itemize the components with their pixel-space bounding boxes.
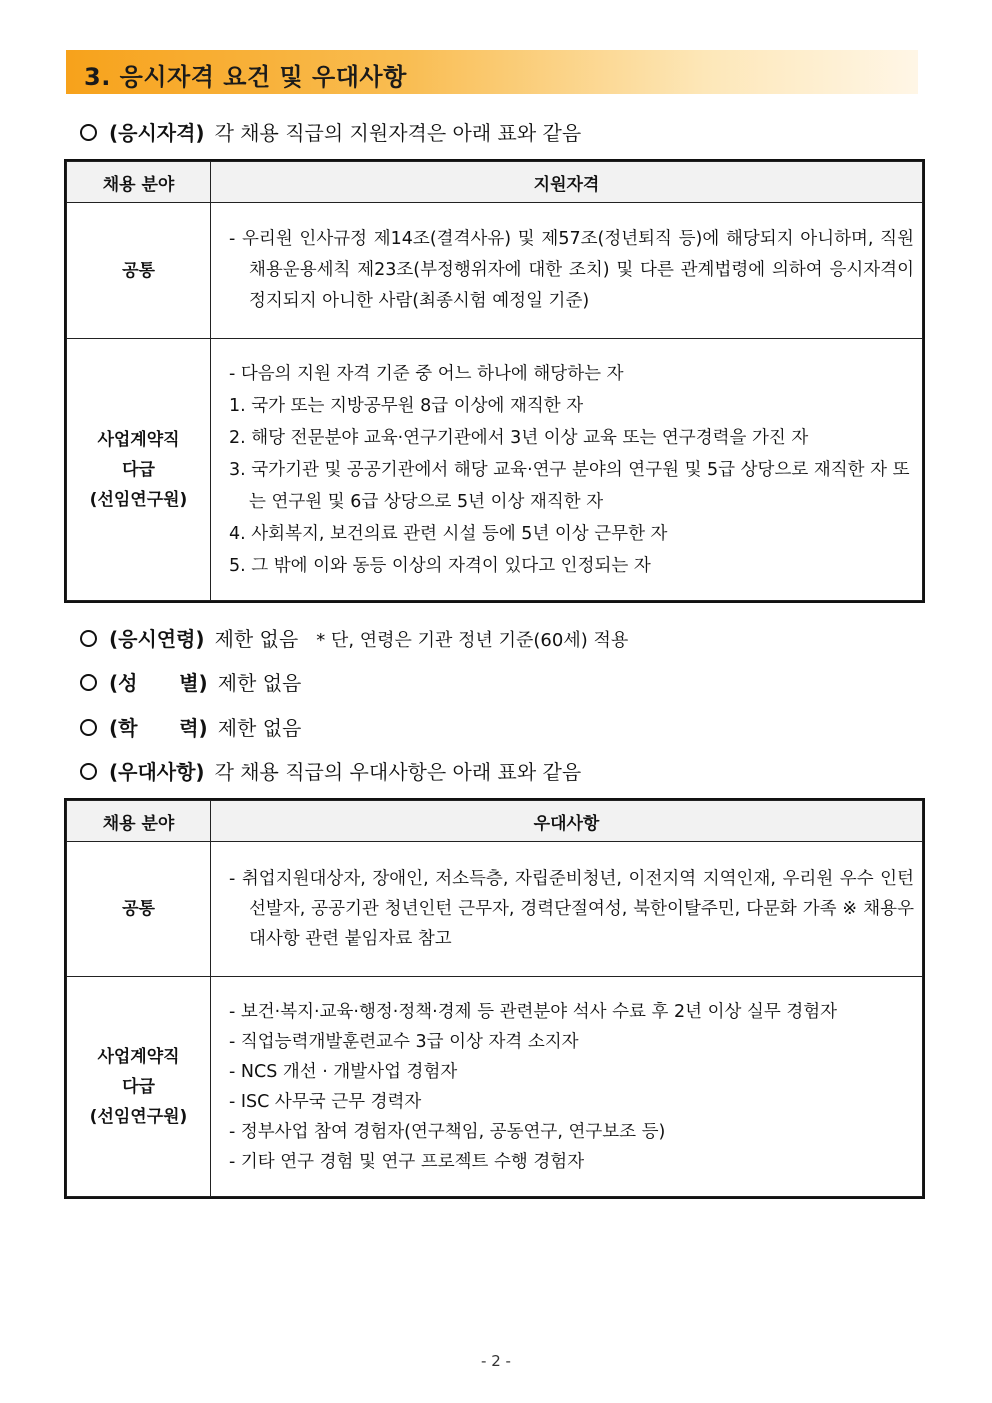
page-number: - 2 - xyxy=(481,1352,511,1370)
field-line: 사업계약직 xyxy=(97,429,180,450)
table-row xyxy=(67,203,923,339)
field-line: 다급 xyxy=(122,459,155,480)
eligibility-table xyxy=(66,161,923,601)
table-row xyxy=(67,339,923,601)
header-content: 지원자격 xyxy=(211,162,923,203)
content-cell xyxy=(211,842,923,977)
age-line xyxy=(80,623,628,652)
header-field: 채용 분야 xyxy=(67,801,211,842)
education-line xyxy=(80,712,301,741)
content-cell xyxy=(211,339,923,601)
content-cell xyxy=(211,203,923,339)
gender-label: (성 별) xyxy=(109,671,208,695)
preference-table xyxy=(66,800,923,1197)
header-content: 우대사항 xyxy=(211,801,923,842)
field-line: 다급 xyxy=(122,1076,155,1097)
content-line: 5. 그 밖에 이와 동등 이상의 자격이 있다고 인정되는 자 xyxy=(229,555,651,576)
field-cell: 공통 xyxy=(67,203,211,339)
age-text: 제한 없음 xyxy=(214,627,299,651)
content-line: - 정부사업 참여 경험자(연구책임, 공동연구, 연구보조 등) xyxy=(229,1121,666,1142)
table-row xyxy=(67,842,923,977)
section-header xyxy=(66,50,918,94)
field-line: 사업계약직 xyxy=(97,1046,180,1067)
circle-bullet-icon xyxy=(80,763,97,780)
content-line: - 우리원 인사규정 제14조(결격사유) 및 제57조(정년퇴직 등)에 해당되지 아니하며, 직원채용운용세칙 제23조(부정행위자에 대한 조치) 및 다른 관계법령에 의하여 응시자격이 정지되지 아니한 사람(최종시험 예정일 기준) xyxy=(229,229,914,311)
content-line: - 보건·복지·교육·행정·정책·경제 등 관련분야 석사 수료 후 2년 이상 실무 경험자 xyxy=(229,1001,838,1022)
field-line: (선임연구원) xyxy=(89,489,188,510)
circle-bullet-icon xyxy=(80,630,97,647)
education-text: 제한 없음 xyxy=(217,716,302,740)
field-line: (선임연구원) xyxy=(89,1106,188,1127)
content-line: - 취업지원대상자, 장애인, 저소득층, 자립준비청년, 이전지역 지역인재, 우리원 우수 인턴 선발자, 공공기관 청년인턴 근무자, 경력단절여성, 북한이탈주민, 다문화 가족 ※ 채용우대사항 관련 붙임자료 참고 xyxy=(229,869,914,949)
eligibility-label: (응시자격) xyxy=(109,121,205,145)
content-line: - 기타 연구 경험 및 연구 프로젝트 수행 경험자 xyxy=(229,1151,585,1172)
content-line: - NCS 개선 · 개발사업 경험자 xyxy=(229,1061,458,1082)
age-label: (응시연령) xyxy=(109,627,205,651)
circle-bullet-icon xyxy=(80,124,97,141)
content-line: 1. 국가 또는 지방공무원 8급 이상에 재직한 자 xyxy=(229,395,584,416)
preference-heading xyxy=(80,756,581,785)
table-header-row xyxy=(67,162,923,203)
table-row xyxy=(67,977,923,1197)
preference-text: 각 채용 직급의 우대사항은 아래 표와 같음 xyxy=(214,760,582,784)
circle-bullet-icon xyxy=(80,719,97,736)
eligibility-heading xyxy=(80,117,581,146)
gender-text: 제한 없음 xyxy=(217,671,302,695)
field-cell xyxy=(67,977,211,1197)
content-line: 3. 국가기관 및 공공기관에서 해당 교육·연구 분야의 연구원 및 5급 상당으로 재직한 자 또는 연구원 및 6급 상당으로 5년 이상 재직한 자 xyxy=(229,459,910,512)
education-label: (학 력) xyxy=(109,716,208,740)
content-line: - 다음의 지원 자격 기준 중 어느 하나에 해당하는 자 xyxy=(229,363,624,384)
table-header-row xyxy=(67,801,923,842)
age-note: * 단, 연령은 기관 정년 기준(60세) 적용 xyxy=(316,630,629,651)
gender-line xyxy=(80,667,301,696)
content-line: - 직업능력개발훈련교수 3급 이상 자격 소지자 xyxy=(229,1031,579,1052)
circle-bullet-icon xyxy=(80,674,97,691)
preference-label: (우대사항) xyxy=(109,760,205,784)
content-line: - ISC 사무국 근무 경력자 xyxy=(229,1091,422,1112)
content-line: 2. 해당 전문분야 교육·연구기관에서 3년 이상 교육 또는 연구경력을 가진 자 xyxy=(229,427,809,448)
content-line: 4. 사회복지, 보건의료 관련 시설 등에 5년 이상 근무한 자 xyxy=(229,523,668,544)
section-title: 3. 응시자격 요건 및 우대사항 xyxy=(84,63,407,91)
content-cell xyxy=(211,977,923,1197)
header-field: 채용 분야 xyxy=(67,162,211,203)
field-cell: 공통 xyxy=(67,842,211,977)
field-cell xyxy=(67,339,211,601)
eligibility-text: 각 채용 직급의 지원자격은 아래 표와 같음 xyxy=(214,121,582,145)
